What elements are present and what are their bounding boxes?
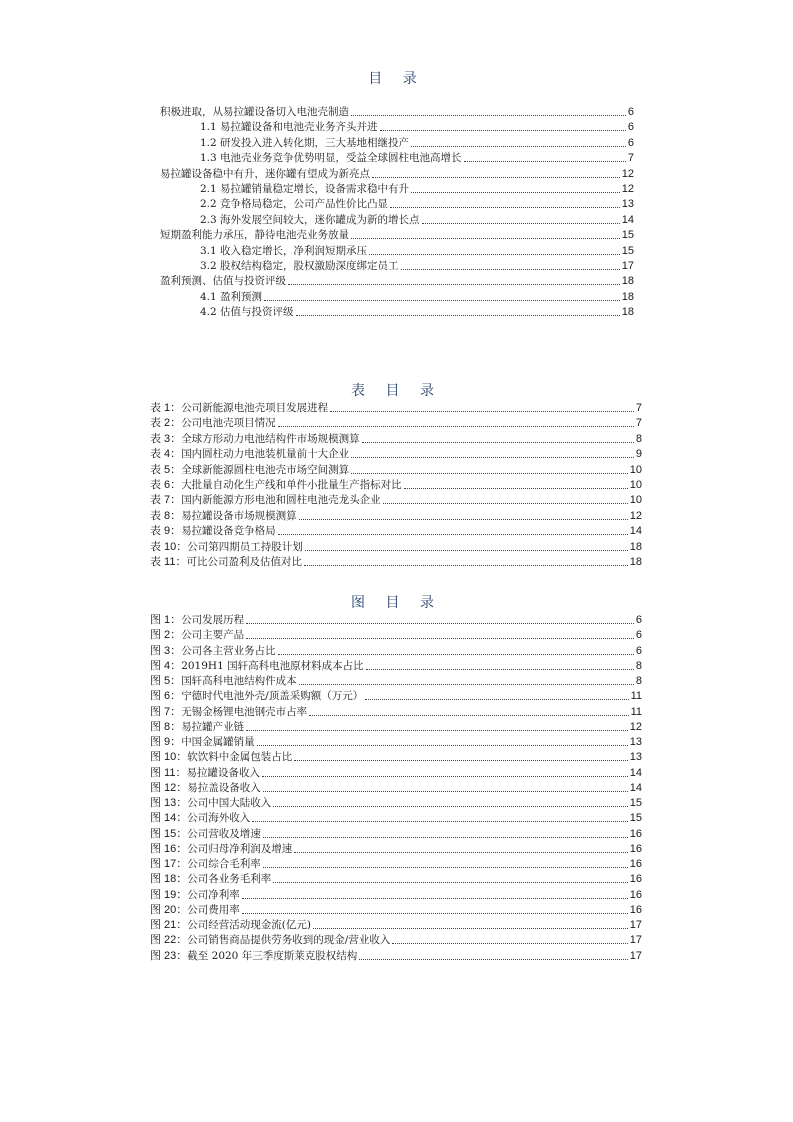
figure-list-entry[interactable] [150, 674, 642, 688]
figure-list-entry[interactable] [150, 827, 642, 841]
page-number: 15 [621, 244, 634, 257]
entry-number: 表 2： [150, 417, 182, 430]
dot-leader [246, 622, 634, 624]
dot-leader [242, 912, 628, 914]
page-number: 14 [629, 525, 642, 538]
entry-title: 公司各主营业务占比 [181, 644, 276, 657]
dot-leader [313, 927, 628, 929]
figure-list-entry[interactable] [150, 659, 642, 673]
dot-leader [404, 487, 628, 489]
page-number: 18 [621, 306, 634, 319]
entry-title: 盈利预测、估值与投资评级 [160, 275, 286, 288]
page-number: 10 [629, 463, 642, 476]
entry-title: 公司营收及增速 [187, 827, 261, 840]
entry-title: 3.1 收入稳定增长，净利润短期承压 [200, 244, 368, 257]
figure-list-entry[interactable] [150, 689, 642, 703]
entry-title: 公司新能源电池壳项目发展进程 [181, 402, 329, 414]
page-number: 16 [629, 858, 642, 870]
entry-title: 软饮料中金属包装占比 [187, 751, 293, 764]
page-number: 10 [629, 494, 642, 507]
entry-title: 公司归母净利润及增速 [187, 842, 293, 855]
dot-leader [242, 897, 628, 899]
toc-entry[interactable] [160, 167, 634, 181]
table-list-entry[interactable] [150, 540, 642, 554]
figure-list-entry[interactable] [150, 766, 642, 780]
figure-list-entry[interactable] [150, 720, 642, 734]
dot-leader [299, 683, 634, 685]
figure-list-entry[interactable] [150, 735, 642, 749]
page-number: 17 [629, 934, 642, 947]
table-list-entry[interactable] [150, 463, 642, 477]
figure-list-entry[interactable] [150, 888, 642, 902]
page-number: 15 [629, 812, 642, 825]
entry-number: 图 14： [150, 812, 188, 825]
page-number: 7 [635, 417, 642, 430]
dot-leader [296, 314, 620, 316]
figure-list-entry[interactable] [150, 613, 642, 627]
table-list-entry[interactable] [150, 447, 642, 461]
entry-number: 表 11： [150, 556, 187, 568]
dot-leader [246, 637, 634, 639]
entry-title: 宁德时代电池外壳/顶盖采购额（万元） [181, 690, 364, 703]
page-number: 17 [629, 919, 642, 931]
toc-entry[interactable] [160, 105, 634, 119]
entry-title: 公司费用率 [187, 903, 240, 916]
dot-leader [246, 729, 628, 731]
entry-number: 图 21： [150, 919, 188, 931]
page-number: 11 [630, 705, 642, 718]
dot-leader [278, 425, 634, 427]
entry-number: 图 16： [150, 842, 188, 855]
entry-title: 2.2 竞争格局稳定，公司产品性价比凸显 [200, 198, 389, 211]
entry-title: 可比公司盈利及估值对比 [186, 556, 302, 568]
entry-title: 公司电池壳项目情况 [181, 417, 276, 430]
dot-leader [351, 456, 634, 458]
dot-leader [252, 820, 627, 822]
page-number: 6 [627, 121, 634, 134]
entry-title: 公司净利率 [187, 888, 240, 901]
page-number: 13 [621, 198, 634, 211]
page-number: 18 [621, 275, 634, 288]
entry-number: 表 4： [150, 448, 182, 461]
dot-leader [264, 299, 620, 301]
entry-title: 1.2 研发投入进入转化期，三大基地相继投产 [200, 136, 410, 149]
entry-number: 图 15： [150, 827, 188, 840]
toc-entry[interactable] [200, 290, 634, 304]
entry-title: 1.1 易拉罐设备和电池壳业务齐头并进 [200, 121, 378, 134]
dot-leader [380, 129, 626, 131]
entry-number: 图 13： [150, 797, 188, 809]
entry-number: 图 12： [150, 781, 188, 794]
page-number: 16 [629, 827, 642, 840]
dot-leader [366, 668, 634, 670]
toc-entry[interactable] [200, 151, 634, 165]
entry-number: 图 20： [150, 903, 188, 916]
dot-leader [411, 145, 626, 147]
page-number: 12 [629, 720, 642, 733]
page-number: 11 [630, 690, 642, 703]
page-number: 14 [621, 213, 634, 226]
dot-leader [369, 253, 620, 255]
dot-leader [362, 441, 634, 443]
page-number: 6 [627, 136, 634, 149]
entry-title: 2.1 易拉罐销量稳定增长，设备需求稳中有升 [200, 183, 410, 195]
entry-number: 图 22： [150, 934, 188, 947]
entry-title: 公司中国大陆收入 [187, 797, 272, 809]
toc-entry[interactable] [200, 305, 634, 319]
entry-number: 表 9： [150, 525, 182, 538]
entry-number: 表 6： [150, 479, 182, 491]
figure-list-entry[interactable] [150, 796, 642, 810]
entry-title: 1.3 电池壳业务竞争优势明显，受益全球圆柱电池高增长 [200, 152, 462, 165]
entry-title: 国内新能源方形电池和圆柱电池壳龙头企业 [181, 494, 381, 507]
entry-title: 截至 2020 年三季度斯莱克股权结构 [187, 949, 358, 962]
entry-title: 公司海外收入 [187, 812, 251, 825]
entry-title: 3.2 股权结构稳定，股权激励深度绑定员工 [200, 260, 399, 272]
page-number: 17 [629, 949, 642, 962]
figure-list-entry[interactable] [150, 842, 642, 856]
dot-leader [263, 790, 628, 792]
table-list-entry[interactable] [150, 432, 642, 446]
figure-list-entry[interactable] [150, 933, 642, 947]
page-number: 18 [629, 556, 642, 568]
page-number: 7 [627, 152, 634, 165]
entry-title: 易拉罐设备收入 [186, 766, 260, 779]
entry-title: 公司发展历程 [181, 614, 245, 626]
dot-leader [422, 222, 620, 224]
page-number: 16 [629, 842, 642, 855]
page-number: 8 [635, 675, 642, 687]
table-list-entry[interactable] [150, 509, 642, 523]
figure-list-entry[interactable] [150, 750, 642, 764]
dot-leader [304, 564, 628, 566]
table-list-entry[interactable] [150, 555, 642, 569]
entry-title: 国内圆柱动力电池装机量前十大企业 [181, 448, 350, 461]
toc-entry[interactable] [160, 274, 634, 288]
entry-number: 表 10： [150, 540, 188, 553]
dot-leader [257, 744, 628, 746]
contents-title: 目 录 [368, 71, 425, 87]
dot-leader [365, 698, 628, 700]
entry-title: 公司综合毛利率 [187, 858, 261, 870]
toc-entry[interactable] [200, 197, 634, 211]
figure-list-entry[interactable] [150, 644, 642, 658]
page-number: 12 [629, 509, 642, 522]
page-number: 12 [621, 167, 634, 180]
entry-title: 2019H1 国轩高科电池原材料成本占比 [181, 659, 364, 672]
figure-list-entry[interactable] [150, 949, 642, 963]
toc-entry[interactable] [200, 259, 634, 273]
entry-title: 公司销售商品提供劳务收到的现金/营业收入 [187, 934, 391, 947]
dot-leader [294, 851, 627, 853]
entry-number: 表 3： [150, 432, 182, 445]
page-number: 14 [629, 766, 642, 779]
entry-number: 图 17： [150, 858, 188, 870]
dot-leader [464, 160, 626, 162]
page-number: 17 [621, 260, 634, 272]
entry-title: 易拉罐设备稳中有升，迷你罐有望成为新亮点 [160, 167, 370, 180]
figure-list-entry[interactable] [150, 918, 642, 932]
dot-leader [305, 549, 628, 551]
entry-number: 图 1： [150, 614, 182, 626]
entry-title: 易拉罐设备竞争格局 [181, 525, 276, 538]
entry-title: 积极进取，从易拉罐设备切入电池壳制造 [160, 106, 349, 118]
dot-leader [372, 176, 620, 178]
dot-leader [351, 114, 626, 116]
entry-number: 表 5： [150, 463, 182, 476]
page-number: 8 [635, 659, 642, 672]
figure-list-entry[interactable] [150, 781, 642, 795]
dot-leader [273, 881, 627, 883]
dot-leader [294, 759, 627, 761]
table-list-entry[interactable] [150, 524, 642, 538]
figure-list-entry[interactable] [150, 705, 642, 719]
page-number: 9 [635, 448, 642, 461]
table-list-entry[interactable] [150, 416, 642, 430]
page-number: 6 [635, 629, 642, 642]
toc-entry[interactable] [200, 182, 634, 196]
entry-title: 大批量自动化生产线和单件小批量生产指标对比 [181, 479, 402, 491]
entry-title: 中国金属罐销量 [181, 736, 255, 748]
entry-title: 4.2 估值与投资评级 [200, 306, 294, 319]
entry-title: 公司经营活动现金流(亿元) [187, 919, 311, 931]
entry-number: 图 6： [150, 690, 182, 703]
page-number: 7 [635, 402, 642, 414]
dot-leader [359, 958, 628, 960]
figure-list-entry[interactable] [150, 811, 642, 825]
figure-list-entry[interactable] [150, 857, 642, 871]
entry-title: 4.1 盈利预测 [200, 290, 263, 303]
page-number: 8 [635, 432, 642, 445]
entry-title: 全球新能源圆柱电池壳市场空间测算 [181, 463, 350, 476]
entry-number: 图 3： [150, 644, 182, 657]
entry-number: 图 4： [150, 659, 182, 672]
page-number: 16 [629, 873, 642, 886]
toc-entry[interactable] [200, 120, 634, 134]
entry-title: 易拉罐设备市场规模测算 [181, 509, 297, 522]
figure-list-entry[interactable] [150, 628, 642, 642]
dot-leader [330, 410, 634, 412]
figure-list-entry[interactable] [150, 872, 642, 886]
page-number: 13 [629, 751, 642, 764]
entry-number: 图 5： [150, 675, 182, 687]
figures-title: 图 目 录 [351, 595, 442, 611]
entry-title: 全球方形动力电池结构件市场规模测算 [181, 432, 360, 445]
page-number: 6 [627, 106, 634, 118]
entry-title: 无锡金杨锂电池钢壳市占率 [181, 705, 308, 718]
dot-leader [351, 237, 620, 239]
dot-leader [411, 191, 620, 193]
page-number: 15 [621, 229, 634, 242]
toc-entry[interactable] [200, 213, 634, 227]
entry-number: 图 23： [150, 949, 188, 962]
page-number: 13 [629, 736, 642, 748]
entry-number: 表 7： [150, 494, 182, 507]
page-number: 16 [629, 888, 642, 901]
dot-leader [390, 206, 620, 208]
page-number: 12 [621, 183, 634, 195]
entry-title: 2.3 海外发展空间较大，迷你罐成为新的增长点 [200, 213, 420, 226]
entry-number: 图 7： [150, 705, 182, 718]
toc-entry[interactable] [200, 244, 634, 258]
table-list-entry[interactable] [150, 493, 642, 507]
table-list-entry[interactable] [150, 478, 642, 492]
entry-title: 易拉盖设备收入 [187, 781, 261, 794]
entry-number: 图 8： [150, 720, 182, 733]
entry-number: 图 11： [150, 766, 187, 779]
entry-number: 图 18： [150, 873, 188, 886]
page-number: 6 [635, 614, 642, 626]
dot-leader [401, 268, 620, 270]
figure-list-entry[interactable] [150, 903, 642, 917]
entry-title: 公司主要产品 [181, 629, 245, 642]
dot-leader [288, 283, 620, 285]
dot-leader [273, 805, 627, 807]
toc-entry[interactable] [200, 136, 634, 150]
entry-title: 公司第四期员工持股计划 [187, 540, 303, 553]
dot-leader [262, 775, 628, 777]
entry-number: 图 19： [150, 888, 188, 901]
page-number: 18 [621, 290, 634, 303]
entry-number: 表 1： [150, 402, 182, 414]
entry-number: 图 2： [150, 629, 182, 642]
page-number: 16 [629, 903, 642, 916]
dot-leader [263, 866, 628, 868]
entry-number: 图 10： [150, 751, 188, 764]
dot-leader [278, 653, 634, 655]
entry-number: 图 9： [150, 736, 182, 748]
tables-title: 表 目 录 [351, 383, 442, 399]
toc-entry[interactable] [160, 228, 634, 242]
entry-title: 国轩高科电池结构件成本 [181, 675, 297, 687]
dot-leader [278, 533, 628, 535]
page-number: 14 [629, 781, 642, 794]
entry-title: 公司各业务毛利率 [187, 873, 272, 886]
entry-title: 易拉罐产业链 [181, 720, 245, 733]
entry-number: 表 8： [150, 509, 182, 522]
entry-title: 短期盈利能力承压，静待电池壳业务放量 [160, 229, 349, 242]
dot-leader [392, 942, 627, 944]
dot-leader [383, 502, 628, 504]
page-number: 10 [629, 479, 642, 491]
page-number: 18 [629, 540, 642, 553]
dot-leader [299, 518, 628, 520]
page-number: 15 [629, 797, 642, 809]
dot-leader [263, 836, 628, 838]
table-list-entry[interactable] [150, 401, 642, 415]
dot-leader [351, 472, 628, 474]
page-number: 6 [635, 644, 642, 657]
dot-leader [309, 714, 628, 716]
